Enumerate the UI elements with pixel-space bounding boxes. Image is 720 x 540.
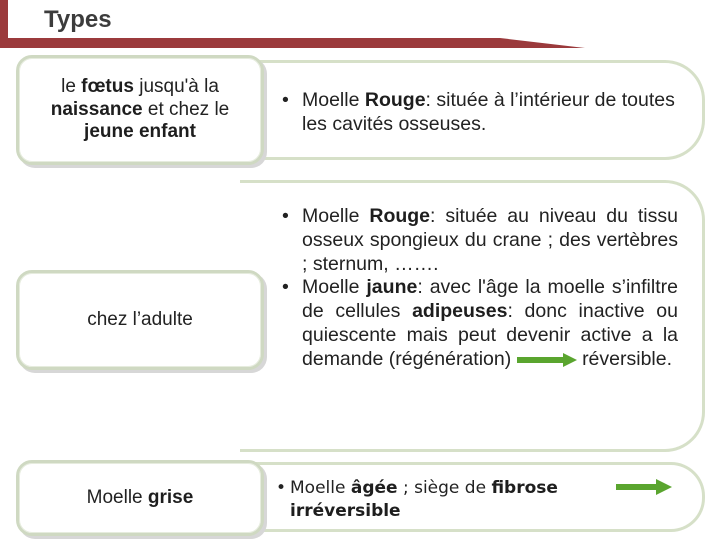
bullet-list-1 [276,89,682,137]
text: Moelle [302,276,367,299]
text: jusqu'à la [133,75,219,97]
text: Moelle [290,478,351,498]
text: Moelle [302,89,365,111]
text: Moelle [302,205,370,227]
bold-term: jeune enfant [84,121,196,143]
right-arrow-icon [616,479,672,495]
text: ; siège de [397,478,492,498]
left-box-3 [16,460,264,536]
bold-term: Rouge [364,89,426,111]
bold-term: irréversible [290,500,401,521]
bullet-item [276,276,678,371]
text: le [61,75,82,97]
bullet-item [276,89,682,137]
bold-term: adipeuses [412,300,508,323]
text: réversible. [582,347,673,370]
bold-term: Rouge [369,205,431,227]
text: Moelle [86,486,148,508]
right-box-1 [240,60,705,160]
text: et chez le [142,98,230,120]
bold-term: naissance [50,98,143,120]
left-label-2: chez l’adulte [87,308,193,330]
bullet-item [276,477,682,523]
left-box-2 [16,270,264,370]
bold-term: fœtus [81,75,134,97]
bold-term: grise [147,486,194,508]
text: : située à l’intérieur de toutes les cavités osseuses. [302,89,675,135]
text: : donc inactive ou quiescente mais peut devenir active a la demande (régénération) [302,300,679,370]
left-label-1 [29,76,251,144]
bold-term: fibrose [491,478,558,498]
right-arrow-icon [517,353,577,367]
text: : située au niveau du tissu osseux spongieux du crane ; des vertèbres ; sternum, ……. [302,205,678,275]
bold-term: âgée [350,478,398,498]
left-box-1 [16,55,264,165]
left-label-3 [87,487,194,510]
bullet-dot: • [276,478,287,498]
right-box-3 [240,462,705,532]
right-box-2 [240,180,705,452]
bold-term: jaune [366,276,418,299]
text: : avec l'âge la moelle s’infiltre de cellules [302,276,678,323]
slide-title: Types [44,6,112,33]
bullet-item [276,205,678,276]
bullet-list-2 [276,205,678,371]
